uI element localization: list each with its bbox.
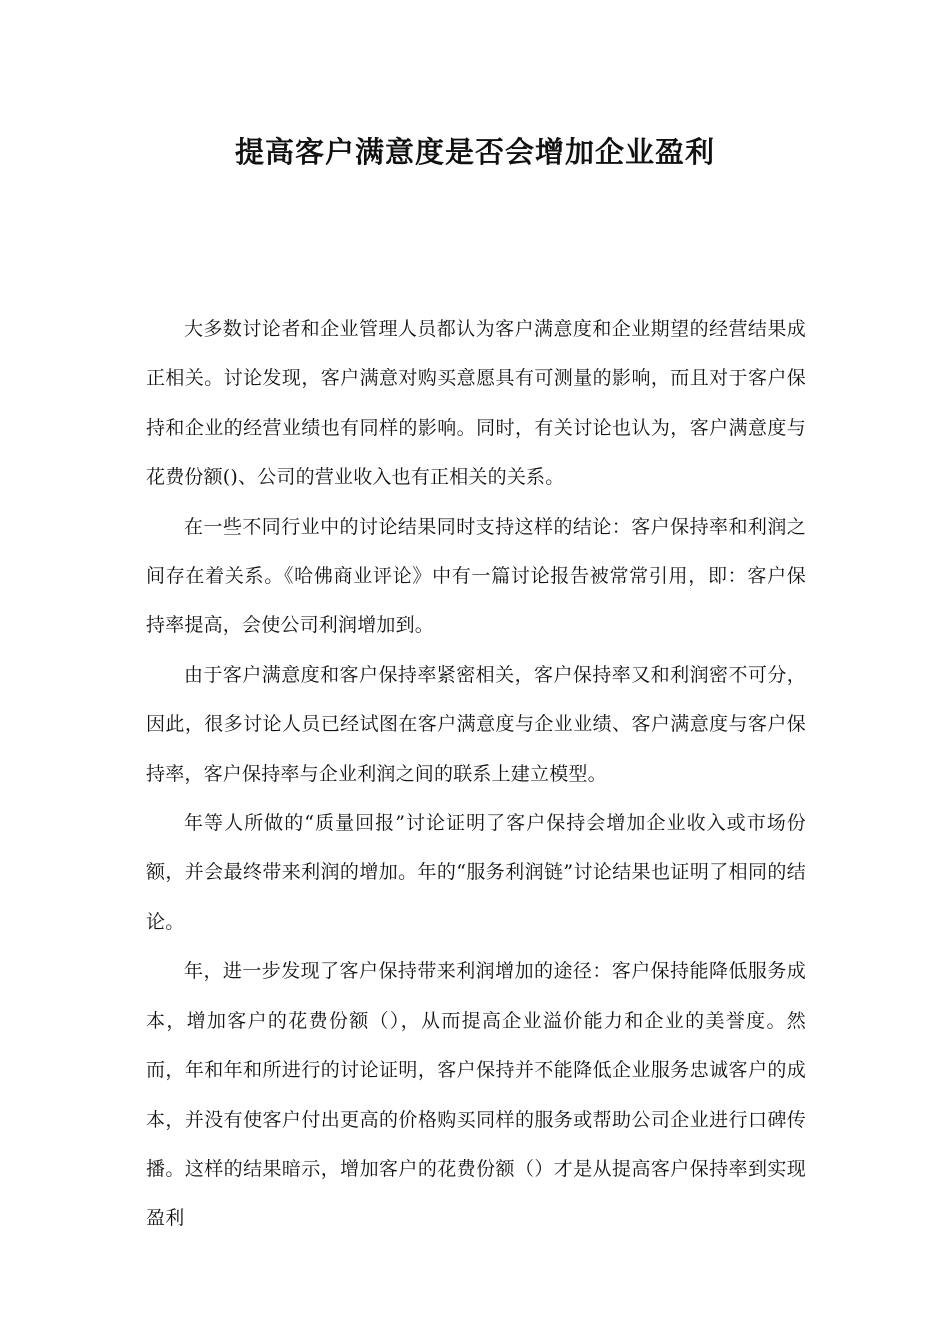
- paragraph-3: 由于客户满意度和客户保持率紧密相关，客户保持率又和利润密不可分，因此，很多讨论人员已经试图在客户满意度与企业业绩、客户满意度与客户保持率，客户保持率与企业利润之间的联系上建立模型。: [146, 663, 806, 785]
- paragraph-4: 年等人所做的“质量回报”讨论证明了客户保持会增加企业收入或市场份额，并会最终带来利润的增加。年的“服务利润链”讨论结果也证明了相同的结论。: [146, 812, 806, 933]
- document-body: [146, 305, 806, 1244]
- paragraph-2: 在一些不同行业中的讨论结果同时支持这样的结论：客户保持率和利润之间存在着关系。《哈佛商业评论》中有一篇讨论报告被常常引用，即：客户保持率提高，会使公司利润增加到。: [146, 515, 806, 637]
- paragraph-5: 年，进一步发现了客户保持带来利润增加的途径：客户保持能降低服务成本，增加客户的花费份额（），从而提高企业溢价能力和企业的美誉度。然而，年和年和所进行的讨论证明，客户保持并不能降低企业服务忠诚客户的成本，并没有使客户付出更高的价格购买同样的服务或帮助公司企业进行口碑传播。这样的结果暗示，增加客户的花费份额（）才是从提高客户保持率到实现盈利: [146, 960, 806, 1230]
- document-title: 提高客户满意度是否会增加企业盈利: [234, 135, 715, 169]
- paragraph-1: 大多数讨论者和企业管理人员都认为客户满意度和企业期望的经营结果成正相关。讨论发现，客户满意对购买意愿具有可测量的影响，而且对于客户保持和企业的经营业绩也有同样的影响。同时，有关讨论也认为，客户满意度与花费份额()、公司的营业收入也有正相关的关系。: [146, 318, 806, 489]
